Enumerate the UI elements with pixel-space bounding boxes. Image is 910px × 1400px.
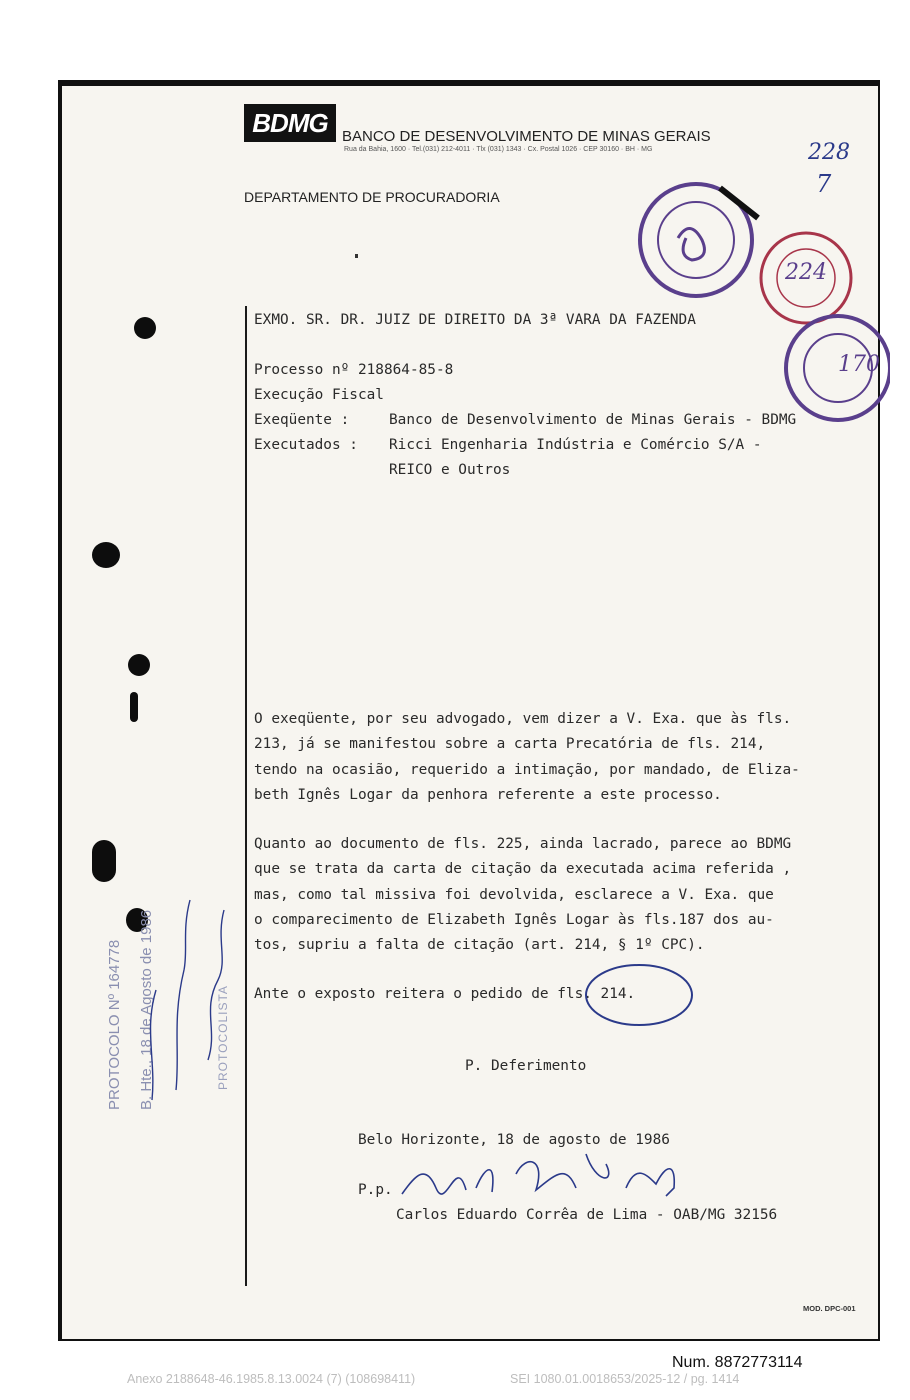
punch-hole (134, 317, 156, 339)
signature (396, 1144, 696, 1206)
case-type: Execução Fiscal (254, 387, 384, 403)
signer-name: Carlos Eduardo Corrêa de Lima - OAB/MG 32156 (396, 1207, 778, 1223)
punch-hole (128, 654, 150, 676)
body-line: o comparecimento de Elizabeth Ignês Logar às fls.187 dos au- (254, 912, 774, 928)
bank-address: Rua da Bahia, 1600 · Tel.(031) 212-4011 · Tlx (031) 1343 · Cx. Postal 1026 · CEP 30160 · BH · MG (344, 146, 653, 153)
body-line: O exeqüente, por seu advogado, vem dizer a V. Exa. que às fls. (254, 711, 792, 727)
protocol-label: PROTOCOLISTA (216, 985, 230, 1090)
plaintiff-label: Exeqüente : (254, 412, 350, 428)
body-line: beth Ignês Logar da penhora referente a este processo. (254, 787, 722, 803)
handwritten-mark: 7 (816, 170, 832, 198)
punch-hole (92, 542, 120, 568)
defendants-label: Executados : (254, 437, 358, 453)
department-title: DEPARTAMENTO DE PROCURADORIA (244, 189, 500, 205)
stray-mark (355, 254, 358, 258)
body-line: tendo na ocasião, requerido a intimação, por mandado, de Eliza- (254, 762, 800, 778)
protocol-handwriting (132, 860, 242, 1120)
body-line: que se trata da carta de citação da executada acima referida , (254, 861, 792, 877)
stamp-page-number: 224 (785, 260, 827, 285)
protocol-number: PROTOCOLO Nº 164778 (106, 939, 123, 1110)
body-line: mas, como tal missiva foi devolvida, esclarece a V. Exa. que (254, 887, 774, 903)
pp-label: P.p. (358, 1182, 393, 1198)
paragraph-3: Ante o exposto reitera o pedido de fls. 214. (254, 986, 636, 1002)
handwritten-circle (582, 960, 702, 1030)
margin-line (245, 306, 247, 1286)
punch-hole (92, 840, 116, 882)
stamp-page-number-2: 170 (838, 352, 880, 377)
ink-blot (130, 692, 138, 722)
form-code: MOD. DPC-001 (803, 1304, 856, 1313)
bank-name: BANCO DE DESENVOLVIMENTO DE MINAS GERAIS (342, 128, 711, 145)
document-number: Num. 8872773114 (672, 1354, 803, 1371)
bdmg-logo: BDMG (244, 104, 336, 142)
purple-stamp-top (640, 184, 758, 296)
request-deferment: P. Deferimento (465, 1058, 587, 1074)
addressee: EXMO. SR. DR. JUIZ DE DIREITO DA 3ª VARA DA FAZENDA (254, 312, 696, 328)
body-line: tos, supriu a falta de citação (art. 214, § 1º CPC). (254, 937, 705, 953)
place-date: Belo Horizonte, 18 de agosto de 1986 (358, 1132, 670, 1148)
process-number: Processo nº 218864-85-8 (254, 362, 454, 378)
annex-reference: Anexo 2188648-46.1985.8.13.0024 (7) (108698411) (127, 1372, 416, 1386)
court-stamps (630, 178, 890, 438)
body-line: 213, já se manifestou sobre a carta Precatória de fls. 214, (254, 736, 766, 752)
plaintiff-value: Banco de Desenvolvimento de Minas Gerais - BDMG (389, 412, 797, 428)
sei-reference: SEI 1080.01.0018653/2025-12 / pg. 1414 (510, 1372, 740, 1386)
defendants-value-cont: REICO e Outros (389, 462, 511, 478)
protocol-date: B. Hte., 18 de Agosto de 1986 (138, 909, 155, 1110)
defendants-value: Ricci Engenharia Indústria e Comércio S/A - (389, 437, 762, 453)
body-line: Quanto ao documento de fls. 225, ainda lacrado, parece ao BDMG (254, 836, 792, 852)
handwritten-page-number: 228 (808, 140, 850, 165)
